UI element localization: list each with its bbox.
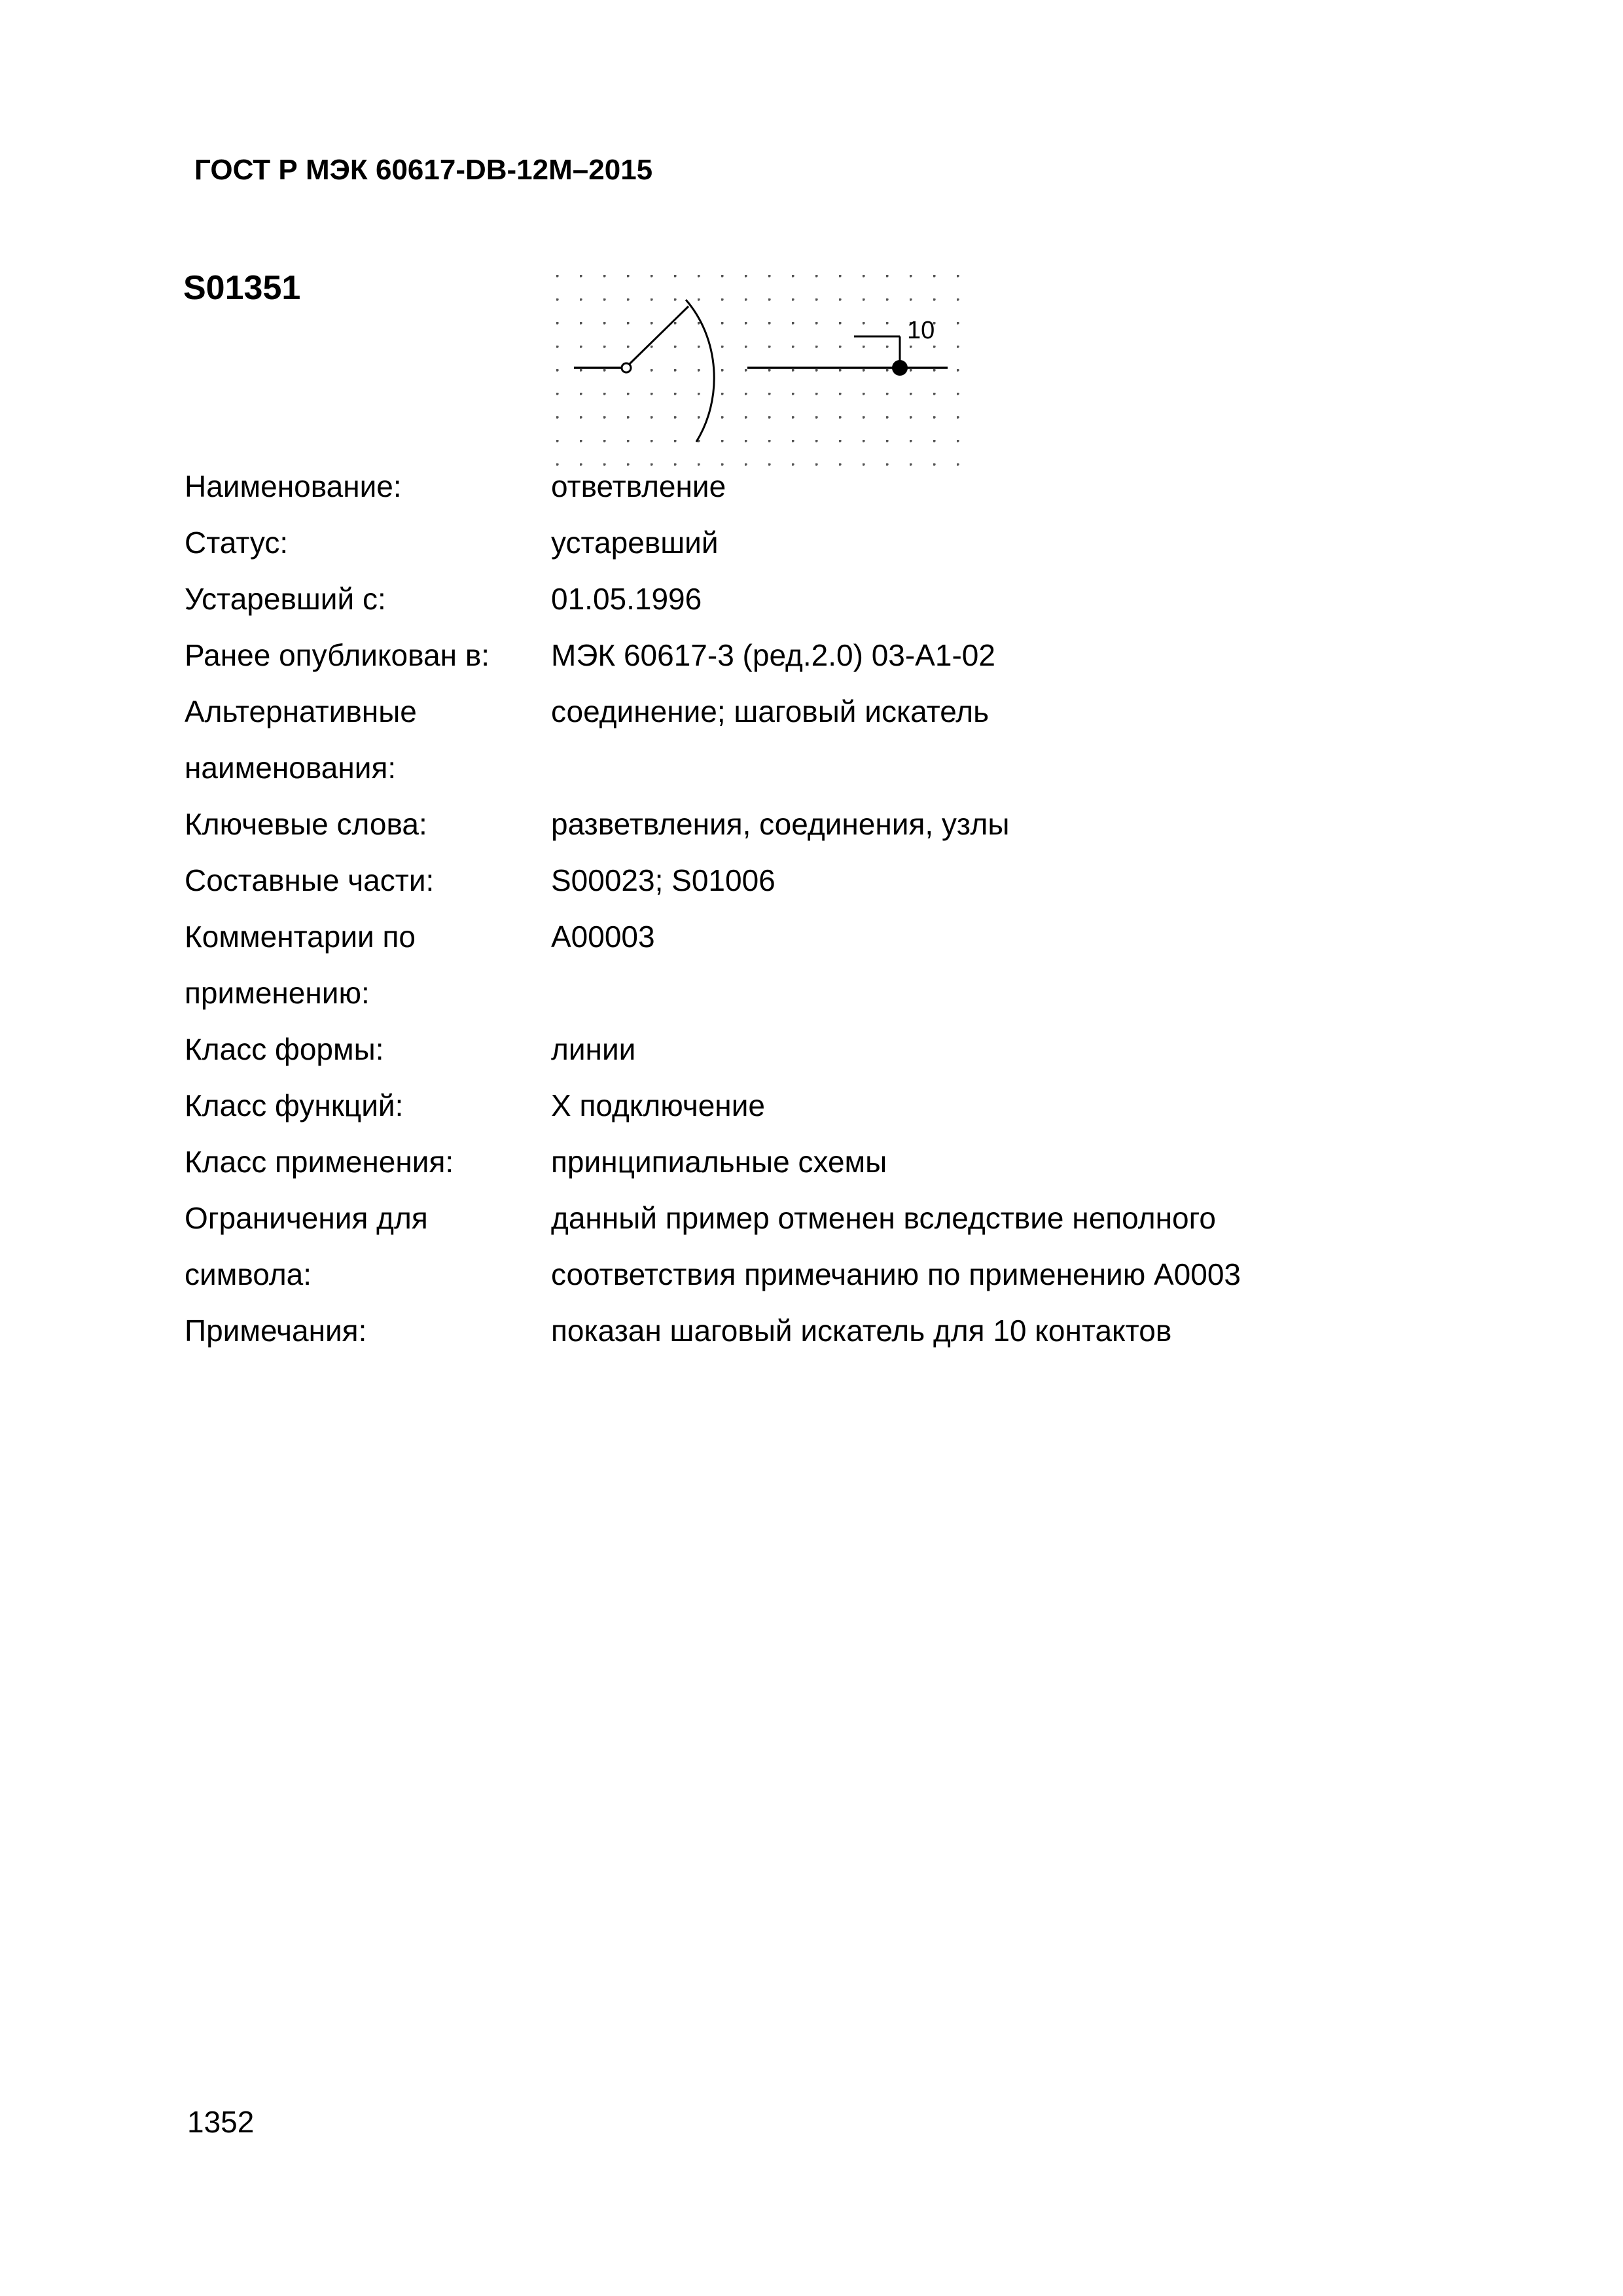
alt-names-label <box>185 683 551 796</box>
restrictions-label-line1: Ограничения для <box>185 1201 428 1235</box>
row-application-class <box>185 1134 1241 1190</box>
grid-dots <box>548 274 974 467</box>
contact-count-label: 10 <box>907 317 935 344</box>
row-comments <box>185 908 1241 1021</box>
parts-value: S00023; S01006 <box>551 863 776 897</box>
row-status <box>185 514 1241 571</box>
application-class-label: Класс применения: <box>185 1145 454 1179</box>
notes-label: Примечания: <box>185 1314 367 1348</box>
name-value: ответвление <box>551 469 726 503</box>
obsolete-value: 01.05.1996 <box>551 582 702 616</box>
row-obsolete <box>185 571 1241 627</box>
status-label: Статус: <box>185 526 289 560</box>
restrictions-value-line1: данный пример отменен вследствие неполного <box>551 1201 1216 1235</box>
restrictions-label <box>185 1190 551 1302</box>
row-form-class <box>185 1021 1241 1077</box>
comments-label <box>185 908 551 1021</box>
form-class-label: Класс формы: <box>185 1032 384 1066</box>
row-notes <box>185 1302 1241 1359</box>
name-label: Наименование: <box>185 469 402 503</box>
row-keywords <box>185 796 1241 852</box>
stepping-switch-symbol <box>543 268 975 468</box>
form-class-value: линии <box>551 1032 636 1066</box>
page-number: 1352 <box>187 2105 255 2139</box>
status-value: устаревший <box>551 526 719 560</box>
comments-label-line1: Комментарии по <box>185 920 416 954</box>
row-function-class <box>185 1077 1241 1134</box>
published-label: Ранее опубликован в: <box>185 638 490 672</box>
symbol-diagram <box>543 268 975 468</box>
junction-dot <box>892 360 908 376</box>
alt-names-label-line1: Альтернативные <box>185 694 417 728</box>
row-name <box>185 458 1241 514</box>
pivot-circle <box>622 363 631 372</box>
restrictions-value-line2: соответствия примечанию по применению A0003 <box>551 1257 1241 1291</box>
properties-table <box>185 458 1241 1359</box>
symbol-code: S01351 <box>183 269 301 307</box>
function-class-label: Класс функций: <box>185 1088 404 1122</box>
alt-names-value: соединение; шаговый искатель <box>551 694 990 728</box>
restrictions-value <box>551 1190 1241 1302</box>
row-parts <box>185 852 1241 908</box>
published-value: МЭК 60617-3 (ред.2.0) 03-A1-02 <box>551 638 995 672</box>
alt-names-label-line2: наименования: <box>185 751 397 785</box>
comments-label-line2: применению: <box>185 976 370 1010</box>
row-published <box>185 627 1241 683</box>
row-restrictions <box>185 1190 1241 1302</box>
restrictions-label-line2: символа: <box>185 1257 312 1291</box>
keywords-value: разветвления, соединения, узлы <box>551 807 1010 841</box>
keywords-label: Ключевые слова: <box>185 807 427 841</box>
application-class-value: принципиальные схемы <box>551 1145 887 1179</box>
parts-label: Составные части: <box>185 863 435 897</box>
obsolete-label: Устаревший с: <box>185 582 386 616</box>
function-class-value: X подключение <box>551 1088 765 1122</box>
notes-value: показан шаговый искатель для 10 контактов <box>551 1314 1172 1348</box>
comments-value: A00003 <box>551 920 655 954</box>
standard-header: ГОСТ Р МЭК 60617-DB-12М–2015 <box>194 154 653 186</box>
row-alt-names <box>185 683 1241 796</box>
